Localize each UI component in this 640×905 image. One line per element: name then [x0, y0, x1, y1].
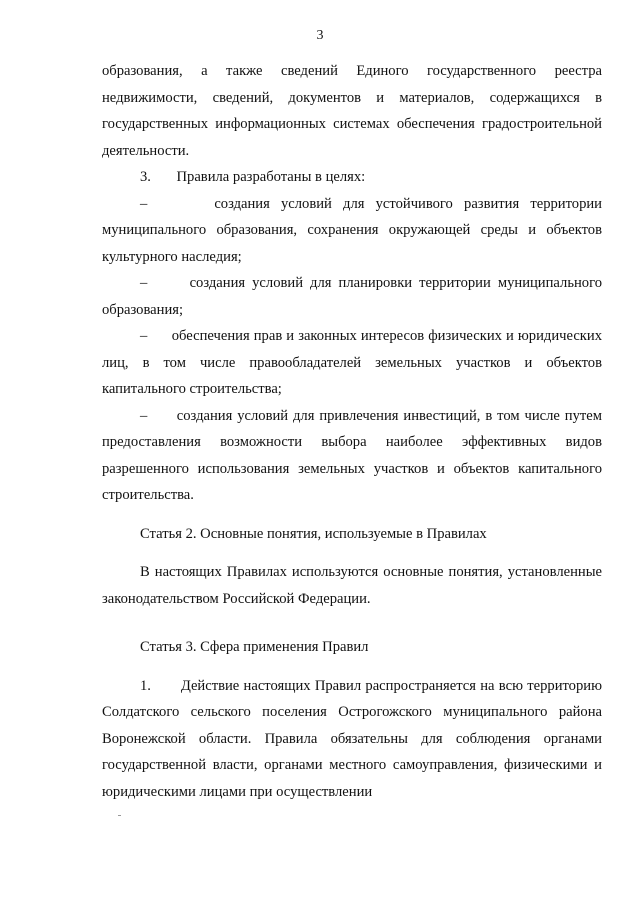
paragraph-continuation: образования, а также сведений Единого государственного реестра недвижимости, сведений, документов и материалов, содержащихся в государственных информационных системах обеспечения градостроительной деятельности. — [102, 63, 602, 159]
spacer — [102, 612, 602, 634]
list-item-territory-planning: – создания условий для планировки территории муниципального образования; — [102, 275, 602, 318]
document-body — [102, 58, 602, 805]
paragraph-item-3: 3. Правила разработаны в целях: — [140, 169, 366, 185]
spacer — [102, 509, 602, 521]
article-2-text: В настоящих Правилах используются основные понятия, установленные законодательством Российской Федерации. — [102, 564, 602, 607]
list-item-investment: – создания условий для привлечения инвестиций, в том числе путем предоставления возможности выбора наиболее эффективных видов разрешенного использования земельных участков и объектов капитального строительства. — [102, 407, 602, 503]
list-item-rights-protection: – обеспечения прав и законных интересов физических и юридических лиц, в том числе правообладателей земельных участков и объектов капитального строительства; — [102, 328, 602, 397]
article-3-heading: Статья 3. Сфера применения Правил — [140, 639, 369, 655]
scan-artifact — [118, 815, 121, 816]
spacer — [102, 661, 602, 673]
page-number: 3 — [316, 28, 324, 43]
spacer — [102, 547, 602, 559]
article-3-text: 1. Действие настоящих Правил распространяется на всю территорию Солдатского сельского поселения Острогожского муниципального района Воронежской области. Правила обязательны для соблюдения органами государственной власти, органами местного самоуправления, физическими и юридическими лицами при осуществлении — [102, 677, 602, 800]
list-item-sustainable-development: – создания условий для устойчивого развития территории муниципального образования, сохранения окружающей среды и объектов культурного наследия; — [102, 195, 602, 265]
article-2-heading: Статья 2. Основные понятия, используемые в Правилах — [140, 525, 487, 542]
